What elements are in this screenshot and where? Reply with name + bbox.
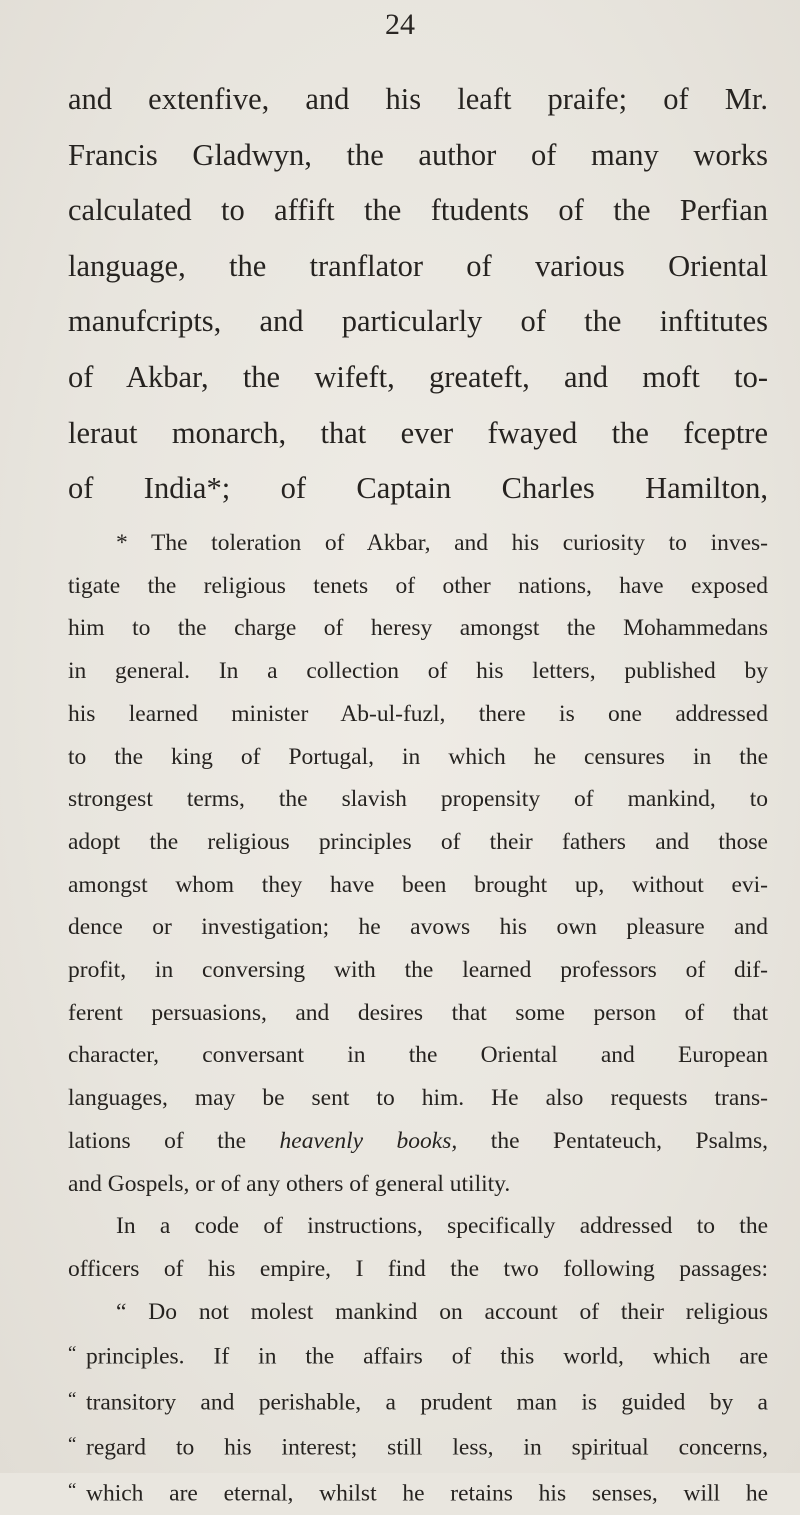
main-text-block — [68, 72, 768, 517]
footnote-line: strongest terms, the slavish propensity of mankind, to — [68, 786, 768, 813]
footnote-line: profit, in conversing with the learned professors of dif- — [68, 957, 768, 984]
quote-mark: “ — [68, 1479, 77, 1501]
quote-line — [68, 1424, 768, 1469]
main-text-line: of India*; of Captain Charles Hamilton, — [68, 471, 768, 506]
main-text-line: manufcripts, and particularly of the inftitutes — [68, 304, 768, 339]
footnote-line: in general. In a collection of his letters, published by — [68, 658, 768, 685]
footnote-line: character, conversant in the Oriental and European — [68, 1042, 768, 1069]
quote-text: which are eternal, whilst he retains his senses, will he — [86, 1480, 768, 1507]
main-text-line: calculated to affift the ftudents of the Perfian — [68, 193, 768, 228]
main-text-line: language, the tranflator of various Oriental — [68, 248, 768, 283]
quote-mark: “ — [68, 1434, 77, 1456]
footnote-line-heavenly-books — [68, 1120, 768, 1163]
text-run: the Pentateuch, Psalms, — [457, 1127, 768, 1154]
quote-text: Do not molest mankind on account of their religious — [148, 1298, 768, 1325]
quote-line — [68, 1333, 768, 1378]
footnote-line: his learned minister Ab-ul-fuzl, there is one addressed — [68, 700, 768, 727]
quote-mark: “ — [68, 1343, 77, 1365]
footnote-line: languages, may be sent to him. He also requests trans- — [68, 1085, 768, 1112]
footnote-line: to the king of Portugal, in which he censures in the — [68, 743, 768, 770]
footnote-line: and Gospels, or of any others of general utility. — [68, 1170, 511, 1197]
italic-title-heavenly-books: heavenly books, — [279, 1127, 458, 1154]
footnote-line: ferent persuasions, and desires that some person of that — [68, 999, 768, 1026]
quote-text: principles. If in the affairs of this world, which are — [86, 1344, 768, 1371]
footnote-block — [68, 522, 768, 1515]
quote-text: regard to his interest; still less, in spiritual concerns, — [86, 1434, 768, 1461]
main-text-line: leraut monarch, that ever fwayed the fceptre — [68, 415, 768, 450]
footnote-line: dence or investigation; he avows his own pleasure and — [68, 914, 768, 941]
quote-line — [68, 1291, 768, 1334]
quote-line — [68, 1470, 768, 1515]
footnote-line: officers of his empire, I find the two following passages: — [68, 1255, 768, 1282]
footnote-line: amongst whom they have been brought up, without evi- — [68, 871, 768, 898]
footnote-line: him to the charge of heresy amongst the Mohammedans — [68, 615, 768, 642]
main-text-line: Francis Gladwyn, the author of many works — [68, 137, 768, 172]
footnote-line: tigate the religious tenets of other nations, have exposed — [68, 572, 768, 599]
quote-mark: “ — [116, 1298, 127, 1325]
text-run: lations of the — [68, 1127, 280, 1154]
main-text-line: and extenfive, and his leaft praife; of Mr. — [68, 82, 768, 116]
footnote-line: * The toleration of Akbar, and his curiosity to inves- — [116, 530, 768, 556]
footnote-line: adopt the religious principles of their fathers and those — [68, 828, 768, 855]
page-number: 24 — [385, 8, 415, 41]
quote-mark: “ — [68, 1388, 77, 1410]
quote-line — [68, 1379, 768, 1424]
footnote-line: In a code of instructions, specifically addressed to the — [116, 1213, 768, 1240]
quote-text: transitory and perishable, a prudent man is guided by a — [86, 1389, 768, 1416]
main-text-line: of Akbar, the wifeft, greateft, and moft to- — [68, 359, 768, 394]
